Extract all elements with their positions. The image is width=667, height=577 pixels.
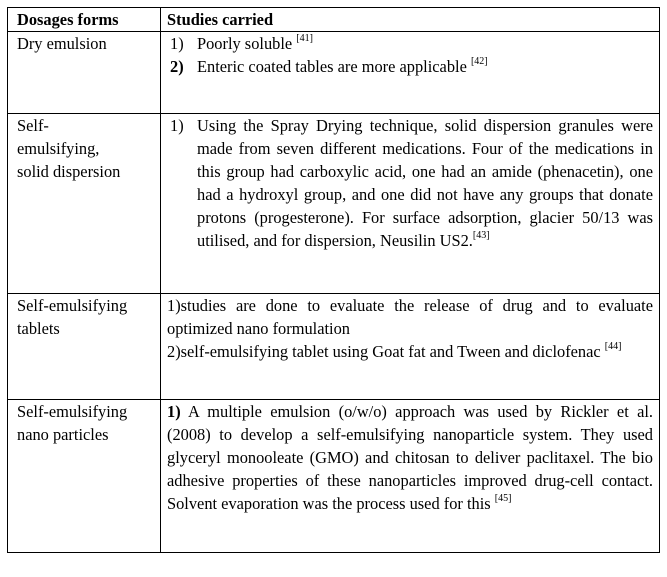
dosage-form-cell xyxy=(8,32,161,114)
dosage-form-line: tablets xyxy=(17,319,60,338)
study-paragraph xyxy=(167,340,653,363)
dosage-form-cell xyxy=(8,400,161,553)
studies-cell xyxy=(161,32,660,114)
table-header-row xyxy=(8,8,660,32)
dosage-form-cell xyxy=(8,294,161,400)
table-row xyxy=(8,32,660,114)
item-text-body: Enteric coated tables are more applicable xyxy=(197,57,471,76)
reference: [43] xyxy=(472,229,490,241)
reference: [41] xyxy=(296,32,313,44)
study-paragraph xyxy=(167,294,653,340)
table-row xyxy=(8,400,660,553)
dosage-form-line: nano particles xyxy=(17,425,109,444)
header-studies-carried: Studies carried xyxy=(161,8,660,32)
reference: [45] xyxy=(494,492,512,504)
study-paragraph xyxy=(167,400,653,515)
item-text xyxy=(197,114,653,252)
item-number: 1) xyxy=(170,34,184,53)
reference: [44] xyxy=(604,340,622,352)
study-item xyxy=(167,114,653,252)
study-item xyxy=(167,55,653,78)
dosage-form-cell xyxy=(8,114,161,294)
dosage-form-line: emulsifying, xyxy=(17,139,100,158)
dosage-form-line: Dry emulsion xyxy=(17,34,107,53)
item-text-body: Using the Spray Drying technique, solid dispersion granules were made from seven different medications. Four of the medications in this group had carboxylic acid, one had an amide (phenacetin), one had a hydroxyl group, and one did not have any groups that donate protons (progesterone). For surface adsorption, glacier 50/13 was utilised, and for dispersion, Neusilin US2. xyxy=(197,116,653,250)
item-text xyxy=(197,55,653,78)
item-text-body: Poorly soluble xyxy=(197,34,297,53)
document xyxy=(7,7,659,553)
item-number: 1) xyxy=(167,402,181,421)
item-text xyxy=(197,32,653,55)
table-row xyxy=(8,294,660,400)
item-number: 1) xyxy=(170,116,184,135)
study-item xyxy=(167,32,653,55)
paragraph-text: 1)studies are done to evaluate the release of drug and to evaluate optimized nano formulation xyxy=(167,296,653,338)
studies-cell xyxy=(161,294,660,400)
item-number: 2) xyxy=(170,57,184,76)
studies-cell xyxy=(161,114,660,294)
dosage-forms-table xyxy=(7,7,660,553)
studies-cell xyxy=(161,400,660,553)
dosage-form-line: Self- xyxy=(17,116,49,135)
header-dosage-forms: Dosages forms xyxy=(8,8,161,32)
dosage-form-line: Self-emulsifying xyxy=(17,296,128,315)
paragraph-text: 2)self-emulsifying tablet using Goat fat and Tween and diclofenac xyxy=(167,342,605,361)
paragraph-text: A multiple emulsion (o/w/o) approach was used by Rickler et al. (2008) to develop a self-emulsifying nanoparticle system. They used glyceryl monooleate (GMO) and chitosan to deliver paclitaxel. The bio adhesive properties of these nanoparticles improved drug-cell contact. Solvent evaporation was the process used for this xyxy=(167,402,653,513)
dosage-form-line: solid dispersion xyxy=(17,162,121,181)
reference: [42] xyxy=(470,55,488,67)
dosage-form-line: Self-emulsifying xyxy=(17,402,128,421)
table-row xyxy=(8,114,660,294)
